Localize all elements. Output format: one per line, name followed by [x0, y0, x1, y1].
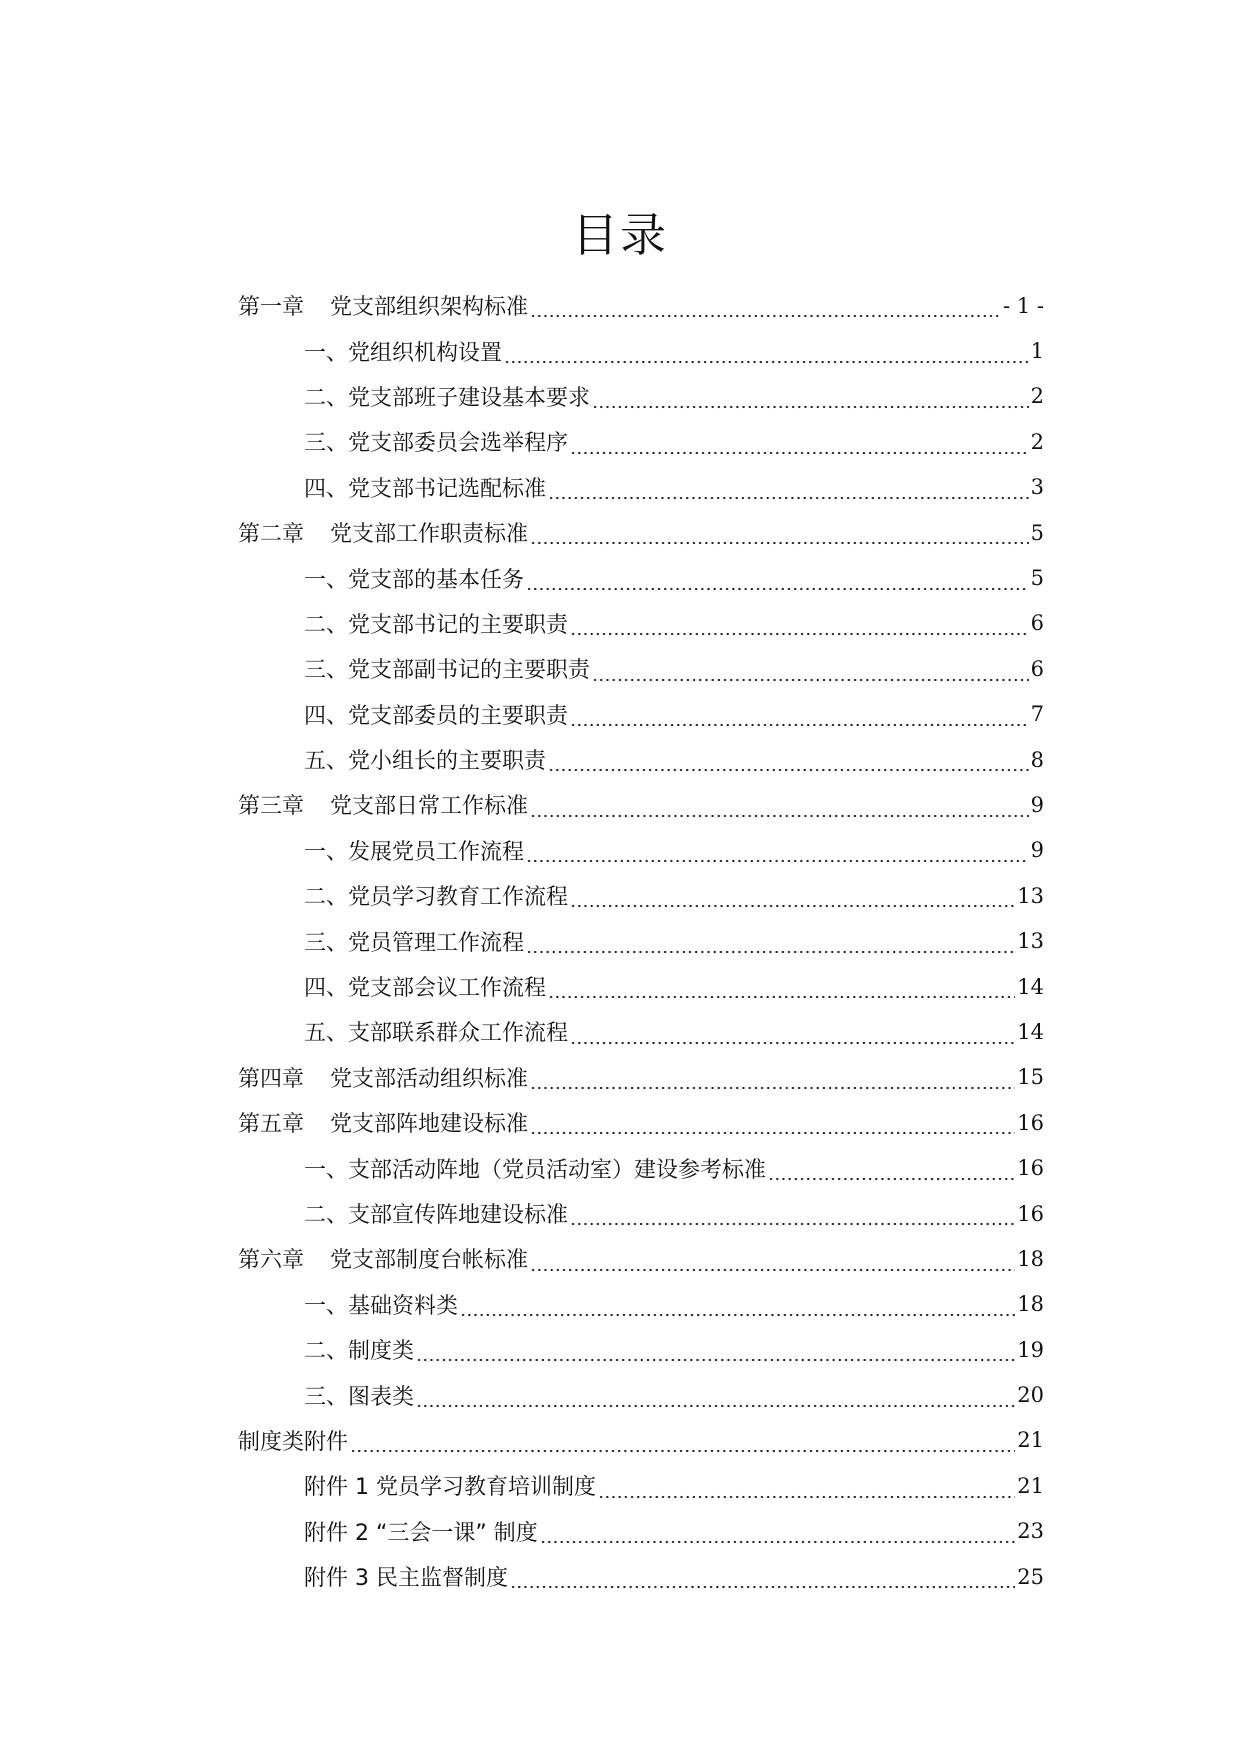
toc-section-entry[interactable] [0, 828, 1240, 873]
toc-entry-label: 党支部组织架构标准 [330, 295, 529, 321]
toc-entry-number: 二、 [304, 885, 349, 911]
toc-page-number: 23 [1017, 1519, 1044, 1544]
toc-page-number: 6 [1030, 611, 1044, 636]
toc-entry-number: 一、 [304, 340, 349, 366]
toc-entry-number: 第六章 [238, 1248, 305, 1274]
table-of-contents [0, 283, 1240, 1599]
toc-entry-label: 党支部的基本任务 [348, 567, 525, 593]
toc-entry-label: 党支部阵地建设标准 [330, 1112, 529, 1138]
toc-section-entry[interactable] [0, 1145, 1240, 1190]
toc-entry-number: 一、 [304, 839, 349, 865]
dot-leader [504, 344, 1029, 364]
toc-page-number: 14 [1017, 1019, 1044, 1044]
toc-page-number: 8 [1030, 747, 1044, 772]
toc-page-number: 2 [1030, 384, 1044, 409]
toc-entry-label: 党支部会议工作流程 [348, 976, 547, 1002]
dot-leader [592, 389, 1029, 409]
toc-entry-number: 二、 [304, 612, 349, 638]
dot-leader [570, 1025, 1015, 1045]
toc-section-entry[interactable] [0, 1191, 1240, 1236]
dot-leader [570, 1206, 1015, 1226]
toc-page-number: 5 [1030, 566, 1044, 591]
dot-leader [526, 571, 1029, 591]
toc-entry-number: 第二章 [238, 522, 305, 548]
toc-chapter-entry[interactable] [0, 283, 1240, 328]
toc-section-entry[interactable] [0, 1509, 1240, 1554]
toc-entry-number: 四、 [304, 976, 349, 1002]
dot-leader [570, 435, 1029, 455]
dot-leader [570, 707, 1029, 727]
toc-entry-label: 制度类 [348, 1339, 415, 1365]
toc-entry-label: 党员管理工作流程 [348, 930, 525, 956]
toc-page-number: 15 [1017, 1065, 1044, 1090]
toc-entry-label: 党支部委员的主要职责 [348, 703, 569, 729]
dot-leader [548, 480, 1029, 500]
toc-entry-label: 附件 1 党员学习教育培训制度 [304, 1475, 596, 1501]
toc-page-number: 13 [1017, 929, 1044, 954]
dot-leader [530, 525, 1029, 545]
toc-page-number: 2 [1030, 429, 1044, 454]
dot-leader [530, 1115, 1015, 1135]
toc-entry-number: 三、 [304, 1384, 349, 1410]
dot-leader [530, 798, 1029, 818]
toc-entry-number: 一、 [304, 1293, 349, 1319]
toc-page-number: 3 [1030, 475, 1044, 500]
toc-entry-number: 第三章 [238, 794, 305, 820]
toc-page-number: 21 [1017, 1473, 1044, 1498]
dot-leader [598, 1479, 1015, 1499]
dot-leader [592, 662, 1029, 682]
toc-entry-label: 制度类附件 [238, 1429, 349, 1455]
toc-entry-label: 党支部班子建设基本要求 [348, 385, 591, 411]
toc-page-number: 7 [1030, 702, 1044, 727]
dot-leader [350, 1433, 1015, 1453]
dot-leader [416, 1388, 1015, 1408]
toc-entry-label: 党支部工作职责标准 [330, 522, 529, 548]
toc-section-entry[interactable] [0, 1009, 1240, 1054]
dot-leader [416, 1342, 1015, 1362]
toc-page-number: 14 [1017, 974, 1044, 999]
toc-entry-label: 党员学习教育工作流程 [348, 885, 569, 911]
toc-entry-label: 附件 3 民主监督制度 [304, 1566, 508, 1592]
toc-section-entry[interactable] [0, 328, 1240, 373]
dot-leader [548, 752, 1029, 772]
toc-section-entry[interactable] [0, 646, 1240, 691]
toc-entry-label: 支部联系群众工作流程 [348, 1021, 569, 1047]
toc-section-entry[interactable] [0, 1463, 1240, 1508]
toc-page-number: 25 [1017, 1564, 1044, 1589]
toc-entry-label: 党支部书记选配标准 [348, 476, 547, 502]
toc-page-number: 13 [1017, 883, 1044, 908]
toc-chapter-entry[interactable] [0, 510, 1240, 555]
dot-leader [460, 1297, 1015, 1317]
toc-section-entry[interactable] [0, 737, 1240, 782]
toc-page-number: 5 [1030, 520, 1044, 545]
toc-section-entry[interactable] [0, 465, 1240, 510]
toc-page-number: 16 [1017, 1201, 1044, 1226]
dot-leader [570, 616, 1029, 636]
toc-entry-label: 党组织机构设置 [348, 340, 503, 366]
toc-section-entry[interactable] [0, 419, 1240, 464]
toc-page-number: 16 [1017, 1110, 1044, 1135]
toc-entry-label: 党支部日常工作标准 [330, 794, 529, 820]
toc-page-number: 19 [1017, 1337, 1044, 1362]
toc-entry-label: 附件 2 “三会一课” 制度 [304, 1520, 538, 1546]
toc-entry-number: 二、 [304, 1339, 349, 1365]
toc-page-number: 16 [1017, 1156, 1044, 1181]
toc-entry-number: 五、 [304, 1021, 349, 1047]
toc-chapter-entry[interactable] [0, 1418, 1240, 1463]
toc-entry-number: 五、 [304, 749, 349, 775]
toc-chapter-entry[interactable] [0, 1100, 1240, 1145]
toc-section-entry[interactable] [0, 1327, 1240, 1372]
toc-entry-number: 三、 [304, 930, 349, 956]
toc-page-number: 1 [1030, 339, 1044, 364]
toc-entry-number: 四、 [304, 703, 349, 729]
page-title: 目录 [572, 208, 668, 262]
toc-entry-number: 四、 [304, 476, 349, 502]
dot-leader [530, 298, 1001, 318]
toc-entry-number: 三、 [304, 658, 349, 684]
toc-page-number: 9 [1030, 792, 1044, 817]
toc-page-number: 20 [1017, 1383, 1044, 1408]
toc-entry-number: 第一章 [238, 295, 305, 321]
toc-entry-number: 三、 [304, 431, 349, 457]
toc-page-number: - 1 - [1003, 293, 1044, 318]
dot-leader [530, 1252, 1015, 1272]
toc-entry-label: 党小组长的主要职责 [348, 749, 547, 775]
toc-section-entry[interactable] [0, 601, 1240, 646]
toc-entry-number: 二、 [304, 1203, 349, 1228]
toc-section-entry[interactable] [0, 555, 1240, 600]
toc-entry-number: 一、 [304, 567, 349, 593]
toc-section-entry[interactable] [0, 1554, 1240, 1599]
toc-entry-label: 党支部副书记的主要职责 [348, 658, 591, 684]
toc-section-entry[interactable] [0, 692, 1240, 737]
toc-entry-label: 党支部书记的主要职责 [348, 612, 569, 638]
toc-entry-number: 二、 [304, 385, 349, 411]
toc-chapter-entry[interactable] [0, 1236, 1240, 1281]
toc-section-entry[interactable] [0, 1282, 1240, 1327]
toc-chapter-entry[interactable] [0, 782, 1240, 827]
toc-section-entry[interactable] [0, 918, 1240, 963]
toc-entry-label: 党支部委员会选举程序 [348, 431, 569, 457]
toc-entry-number: 一、 [304, 1157, 349, 1183]
toc-entry-label: 基础资料类 [348, 1293, 459, 1319]
toc-chapter-entry[interactable] [0, 1055, 1240, 1100]
dot-leader [526, 934, 1015, 954]
toc-section-entry[interactable] [0, 374, 1240, 419]
toc-entry-label: 党支部制度台帐标准 [330, 1248, 529, 1274]
dot-leader [548, 979, 1015, 999]
dot-leader [540, 1524, 1015, 1544]
dot-leader [530, 1070, 1015, 1090]
toc-page-number: 9 [1030, 838, 1044, 863]
toc-page-number: 6 [1030, 656, 1044, 681]
toc-entry-label: 党支部活动组织标准 [330, 1066, 529, 1092]
toc-entry-number: 第四章 [238, 1066, 305, 1092]
dot-leader [570, 888, 1015, 908]
toc-section-entry[interactable] [0, 873, 1240, 918]
toc-section-entry[interactable] [0, 964, 1240, 1009]
toc-entry-label: 支部宣传阵地建设标准 [348, 1203, 569, 1228]
toc-entry-label: 支部活动阵地（党员活动室）建设参考标准 [348, 1157, 767, 1183]
dot-leader [768, 1161, 1015, 1181]
toc-entry-label: 发展党员工作流程 [348, 839, 525, 865]
dot-leader [526, 843, 1029, 863]
toc-entry-number: 第五章 [238, 1112, 305, 1138]
toc-entry-label: 图表类 [348, 1384, 415, 1410]
toc-page-number: 18 [1017, 1246, 1044, 1271]
toc-page-number: 18 [1017, 1292, 1044, 1317]
toc-page-number: 21 [1017, 1428, 1044, 1453]
dot-leader [510, 1569, 1015, 1589]
toc-section-entry[interactable] [0, 1372, 1240, 1417]
